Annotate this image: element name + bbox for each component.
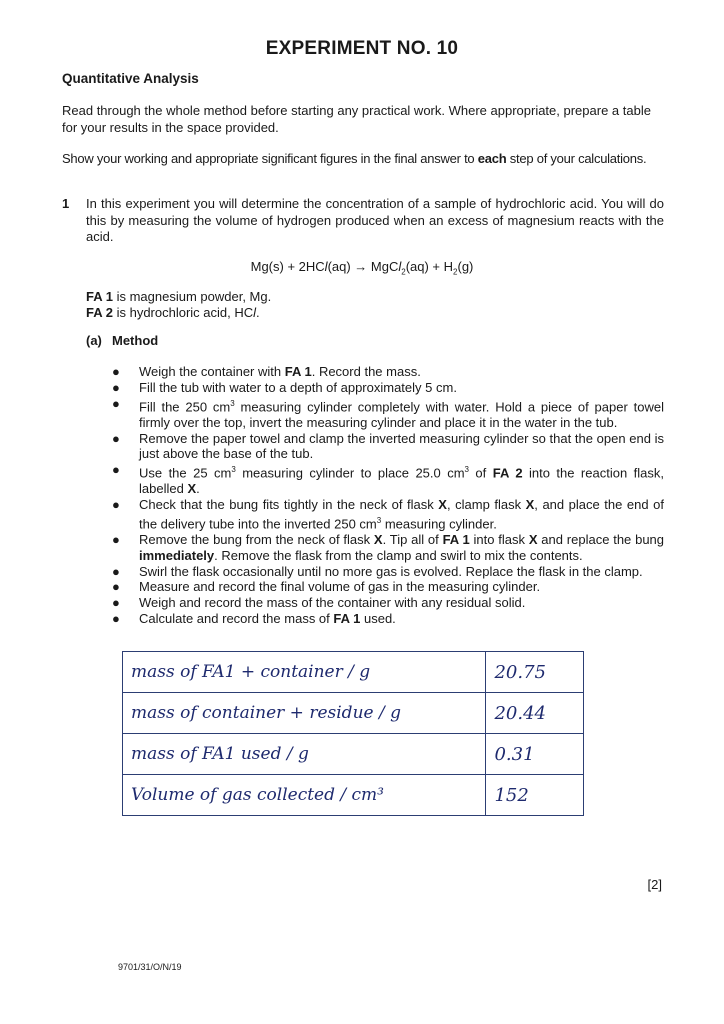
reaction-equation: Mg(s) + 2HCl(aq) → MgCl$_2$(aq) + $H_2(g)$ xyxy=(250,259,474,277)
table-row xyxy=(123,693,584,734)
method-step: ● Swirl the flask occasionally until no more gas is evolved. Replace the flask in the clamp. xyxy=(112,563,643,579)
method-step: ● Fill the 250 $cm^3$ measuring cylinder completely with water. Hold a piece of paper towel firmly over the top, invert the measuring cylinder and place it in the water in the tub. xyxy=(112,395,664,430)
quantity-cell: Volume of gas collected / cm³ xyxy=(123,775,486,816)
method-step: ● Check that the bung fits tightly in the neck of flask X, clamp flask X, and place the end of the delivery tube into the inverted 250 $cm^3$ measuring cylinder. xyxy=(112,497,664,532)
quantity-cell: mass of FA1 + container / g xyxy=(123,652,486,693)
fa1-description: FA 1 is magnesium powder, Mg. xyxy=(86,289,272,304)
value-cell: 20.75 xyxy=(486,652,584,693)
part-a-heading: (a) Method xyxy=(86,333,159,348)
table-row xyxy=(123,775,584,816)
table-row xyxy=(123,652,584,693)
marks-allocation: [2] xyxy=(647,877,662,892)
method-step: ● Measure and record the final volume of gas in the measuring cylinder. xyxy=(112,579,541,595)
table-row xyxy=(123,734,584,775)
value-cell: 152 xyxy=(486,775,584,816)
intro-paragraph: Read through the whole method before starting any practical work. Where appropriate, prepare a table for your results in the space provided. xyxy=(62,103,651,135)
fa2-description: FA 2 is hydrochloric acid, HCl. xyxy=(86,305,260,320)
question-text: In this experiment you will determine the concentration of a sample of hydrochloric acid. You will do this by measuring the volume of hydrogen produced when an excess of magnesium reacts with the acid. xyxy=(86,196,664,244)
question-number: 1 xyxy=(62,196,70,211)
method-steps xyxy=(112,364,664,627)
results-table xyxy=(122,651,584,816)
value-cell: 0.31 xyxy=(486,734,584,775)
method-step: ● Remove the paper towel and clamp the inverted measuring cylinder so that the open end is just above the base of the tub. xyxy=(112,430,664,462)
paper-code: 9701/31/O/N/19 xyxy=(118,962,182,972)
method-step: ● Weigh and record the mass of the container with any residual solid. xyxy=(112,595,526,611)
quantity-cell: mass of container + residue / g xyxy=(123,693,486,734)
method-step: ● Fill the tub with water to a depth of approximately 5 cm. xyxy=(112,379,457,395)
page-title: EXPERIMENT NO. 10 xyxy=(265,38,459,59)
method-step: ● Use the 25 $cm^3$ measuring cylinder to place 25.0 $cm^3$ of FA 2 into the reaction flask, labelled X. xyxy=(112,462,664,497)
value-cell: 20.44 xyxy=(486,693,584,734)
method-step: ● Weigh the container with FA 1. Record the mass. xyxy=(112,364,421,379)
quantity-cell: mass of FA1 used / g xyxy=(123,734,486,775)
section-subtitle: Quantitative Analysis xyxy=(62,71,199,86)
method-step: ● Remove the bung from the neck of flask X. Tip all of FA 1 into flask X and replace the bung immediately. Remove the flask from the clamp and swirl to mix the contents. xyxy=(112,531,665,563)
working-instruction: Show your working and appropriate significant figures in the final answer to each step of your calculations. xyxy=(62,151,647,166)
method-step: ● Calculate and record the mass of FA 1 used. xyxy=(112,610,396,626)
